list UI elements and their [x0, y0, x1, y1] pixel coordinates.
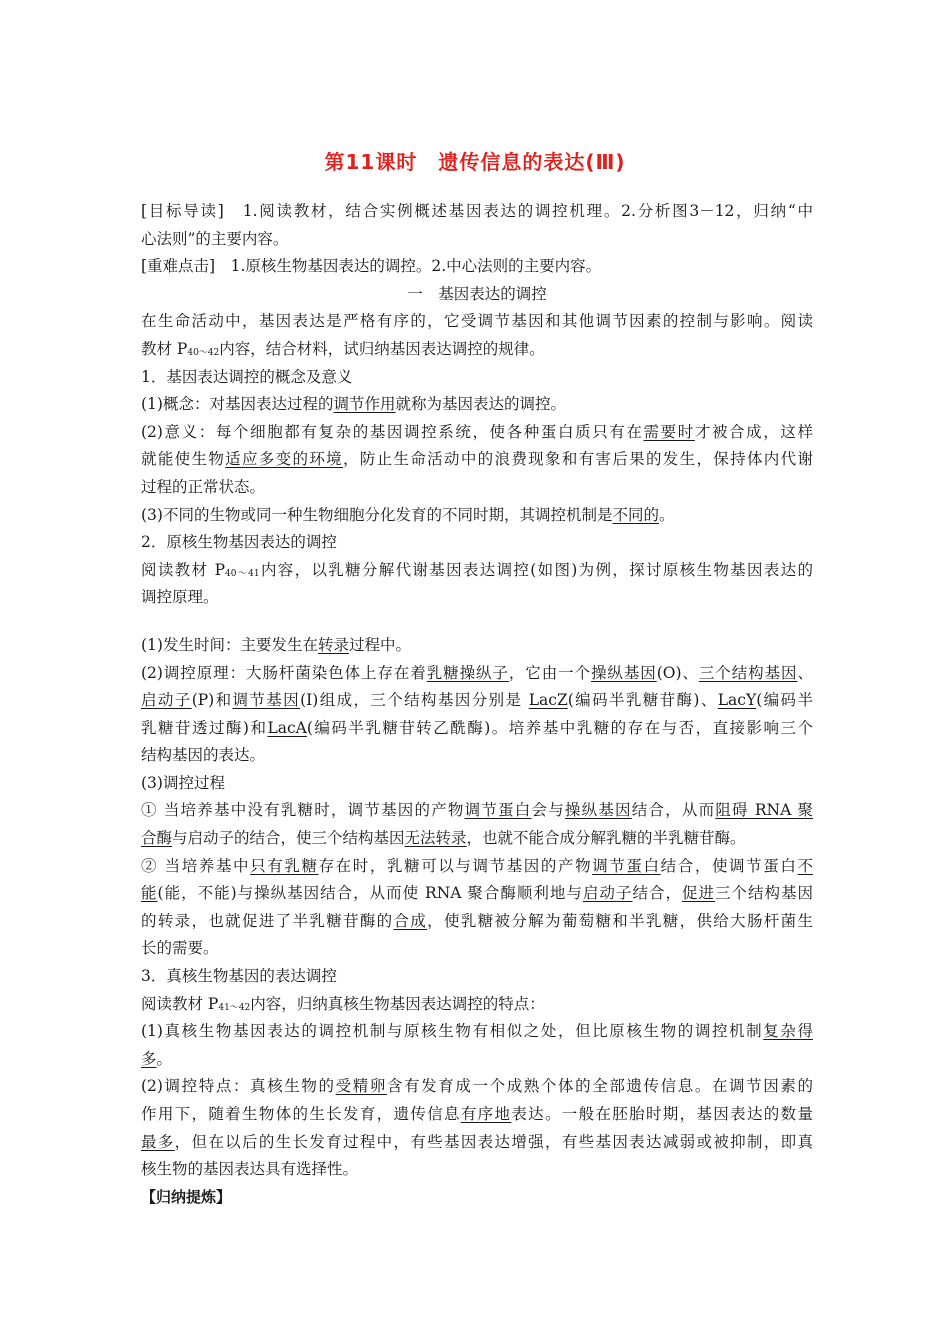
- summary-heading: 【归纳提炼】: [141, 1187, 232, 1206]
- section-heading: 一 基因表达的调控: [407, 284, 547, 303]
- answer-blank: 不同的: [612, 505, 659, 524]
- page-title: 第11课时 遗传信息的表达(Ⅲ): [324, 150, 626, 174]
- answer-blank: 合成: [393, 911, 428, 930]
- answer-blank: 转录: [317, 635, 349, 654]
- subheading-2: 2．原核生物基因表达的调控: [141, 533, 337, 552]
- answer-blank: 有序地: [460, 1105, 512, 1123]
- paragraph-line: 阅读教材 $P_{40\sim 41}$内容，以乳糖分解代谢基因表达调控(如图)为例，探讨原核生物基因表达的: [141, 560, 814, 579]
- paragraph-line: (2)调控特点：真核生物的受精卵含有发育成一个成熟个体的全部遗传信息。在调节因素的: [141, 1077, 813, 1096]
- paragraph-line: 乳糖苷透过酶)和LacA(编码半乳糖苷转乙酰酶)。培养基中乳糖的存在与否，直接影响三个: [141, 718, 813, 737]
- paragraph-line: 过程的正常状态。: [141, 477, 266, 496]
- paragraph-line: 长的需要。: [141, 939, 219, 958]
- answer-blank: 启动子: [141, 691, 192, 710]
- paragraph-line: 的转录，也就促进了半乳糖苷酶的合成，使乳糖被分解为葡萄糖和半乳糖，供给大肠杆菌生: [141, 911, 813, 930]
- paragraph-line: 能(能，不能)与操纵基因结合，从而使 RNA 聚合酶顺利地与启动子结合，促进三个结构基因: [141, 884, 813, 903]
- answer-blank: 多: [141, 1049, 157, 1068]
- paragraph-line: 多。: [141, 1049, 173, 1068]
- answer-blank: 阻碍 RNA 聚: [715, 801, 813, 820]
- answer-blank: 只有乳糖: [250, 856, 319, 875]
- answer-blank: 乳糖操纵子: [426, 663, 509, 682]
- paragraph-line: (3)调控过程: [141, 773, 225, 792]
- answer-blank: 调节基因: [232, 691, 301, 710]
- answer-blank: 三个结构基因: [698, 663, 798, 682]
- answer-blank: 复杂得: [763, 1022, 813, 1041]
- answer-blank: 需要时: [643, 422, 695, 441]
- paragraph-line: 作用下，随着生物体的生长发育，遗传信息有序地表达。一般在胚胎时期，基因表达的数量: [141, 1105, 813, 1123]
- answer-blank: 合酶: [141, 829, 173, 848]
- document-body: [141, 198, 813, 1211]
- answer-blank: LacZ: [528, 691, 568, 710]
- answer-blank: 不: [797, 856, 813, 875]
- paragraph-line: (2)调控原理：大肠杆菌染色体上存在着乳糖操纵子，它由一个操纵基因(O)、三个结构基因、: [141, 663, 813, 682]
- answer-blank: 调节蛋白: [464, 801, 532, 820]
- figure-gap: [141, 612, 813, 632]
- answer-blank: 操纵基因: [591, 663, 657, 682]
- answer-blank: LacY: [717, 691, 757, 710]
- answer-blank: 促进: [681, 884, 715, 903]
- paragraph-line: ① 当培养基中没有乳糖时，调节基因的产物调节蛋白会与操纵基因结合，从而阻碍 RNA 聚: [141, 801, 813, 820]
- answer-blank: 操纵基因: [564, 801, 632, 820]
- paragraph-line: 在生命活动中，基因表达是严格有序的，它受调节基因和其他调节因素的控制与影响。阅读: [141, 312, 813, 331]
- key-points-line: [重难点击] 1.原核生物基因表达的调控。2.中心法则的主要内容。: [141, 257, 602, 276]
- paragraph-line: 调控原理。: [141, 588, 219, 607]
- goal-line-2: 心法则”的主要内容。: [141, 229, 289, 248]
- answer-blank: 调节蛋白: [592, 856, 661, 875]
- answer-blank: 受精卵: [335, 1077, 387, 1096]
- paragraph-line: 启动子(P)和调节基因(I)组成，三个结构基因分别是 LacZ(编码半乳糖苷酶)、LacY(编码半: [141, 691, 813, 710]
- answer-blank: LacA: [267, 718, 307, 737]
- answer-blank: 启动子: [582, 884, 633, 903]
- answer-blank: 适应多变的环境: [225, 450, 343, 469]
- paragraph-line: (1)概念：对基因表达过程的调节作用就称为基因表达的调控。: [141, 395, 566, 414]
- paragraph-line: (1)真核生物基因表达的调控机制与原核生物有相似之处，但比原核生物的调控机制复杂得: [141, 1022, 813, 1041]
- answer-blank: 最多: [141, 1132, 175, 1151]
- paragraph-line: (3)不同的生物或同一种生物细胞分化发育的不同时期，其调控机制是不同的。: [141, 505, 675, 524]
- paragraph-line: 核生物的基因表达具有选择性。: [141, 1160, 359, 1179]
- paragraph-line: (1)发生时间：主要发生在转录过程中。: [141, 635, 411, 654]
- paragraph-line: 就能使生物适应多变的环境，防止生命活动中的浪费现象和有害后果的发生，保持体内代谢: [141, 450, 813, 469]
- paragraph-line: ② 当培养基中只有乳糖存在时，乳糖可以与调节基因的产物调节蛋白结合，使调节蛋白不: [141, 856, 813, 875]
- subheading-1: 1．基因表达调控的概念及意义: [141, 367, 353, 386]
- answer-blank: 调节作用: [333, 395, 396, 414]
- paragraph-line: 最多，但在以后的生长发育过程中，有些基因表达增强，有些基因表达减弱或被抑制，即真: [141, 1132, 813, 1151]
- paragraph-line: 结构基因的表达。: [141, 746, 266, 765]
- paragraph-line: 教材 $P_{40\sim 42}$内容，结合材料，试归纳基因表达调控的规律。: [141, 339, 545, 358]
- answer-blank: 无法转录: [404, 829, 467, 848]
- paragraph-line: 合酶与启动子的结合，使三个结构基因无法转录，也就不能合成分解乳糖的半乳糖苷酶。: [141, 829, 746, 848]
- subheading-3: 3．真核生物基因的表达调控: [141, 967, 337, 986]
- goal-line-1: [目标导读] 1.阅读教材，结合实例概述基因表达的调控机理。2.分析图3－12，归纳“中: [141, 202, 813, 220]
- answer-blank: 能: [141, 884, 158, 903]
- paragraph-line: (2)意义：每个细胞都有复杂的基因调控系统，使各种蛋白质只有在需要时才被合成，这样: [141, 422, 813, 441]
- paragraph-line: 阅读教材 $P_{41\sim 42}$内容，归纳真核生物基因表达调控的特点：: [141, 994, 545, 1013]
